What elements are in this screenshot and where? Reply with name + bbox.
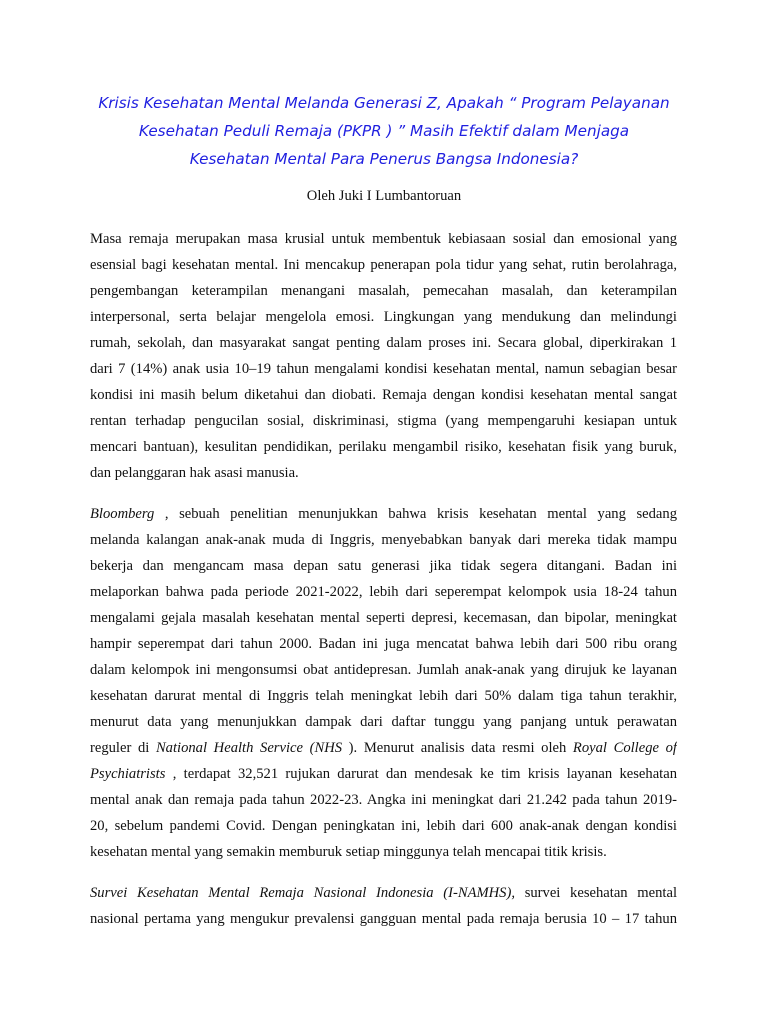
paragraph-line: kesehatan darurat mental di Inggris telah meningkat lebih dari 50% dalam tiga tahun terakhir, [90, 688, 677, 704]
paragraph-2 [90, 501, 677, 865]
paragraph-text: reguler di [90, 740, 156, 756]
paragraph-line: dan pelanggaran hak asasi manusia. [90, 465, 299, 481]
paragraph-line: interpersonal, serta belajar mengelola emosi. Lingkungan yang mendukung dan melindungi [90, 309, 677, 325]
paragraph-text: survei kesehatan mental [515, 885, 677, 901]
title-line: Krisis Kesehatan Mental Melanda Generasi Z, Apakah “ Program Pelayanan [98, 94, 670, 112]
paragraph-line: kondisi ini masih belum diketahui dan diobati. Remaja dengan kondisi kesehatan mental sangat [90, 387, 677, 403]
survey-name: Survei Kesehatan Mental Remaja Nasional Indonesia (I-NAMHS), [90, 885, 515, 901]
paragraph-line [90, 761, 677, 787]
paragraph-1 [90, 226, 677, 486]
paragraph-text: , sebuah penelitian menunjukkan bahwa krisis kesehatan mental yang sedang [154, 506, 677, 522]
paragraph-line: mengalami gejala masalah kesehatan mental seperti depresi, kecemasan, dan bipolar, meningkat [90, 610, 677, 626]
title-line: Kesehatan Mental Para Penerus Bangsa Indonesia? [189, 150, 579, 168]
title-line: Kesehatan Peduli Remaja (PKPR ) ” Masih Efektif dalam Menjaga [138, 122, 630, 140]
paragraph-line: nasional pertama yang mengukur prevalensi gangguan mental pada remaja berusia 10 – 17 tahun [90, 911, 677, 927]
paragraph-line: rentan terhadap pengucilan sosial, diskriminasi, stigma (yang mempengaruhi kesiapan untuk [90, 413, 677, 429]
paragraph-line: hampir seperempat dari tahun 2000. Badan ini juga mencatat bahwa lebih dari 500 ribu orang [90, 636, 677, 652]
paragraph-line: mencari bantuan), kesulitan pendidikan, perilaku mengambil risiko, kesehatan fisik yang buruk, [90, 439, 677, 455]
source-name-rcpsych: Royal College of [572, 740, 677, 756]
paragraph-text: , terdapat 32,521 rujukan darurat dan mendesak ke tim krisis layanan kesehatan [165, 766, 677, 782]
source-name-rcpsych-cont: Psychiatrists [90, 766, 166, 782]
paragraph-line: pengembangan keterampilan menangani masalah, pemecahan masalah, dan keterampilan [90, 283, 677, 299]
paragraph-line: dari 7 (14%) anak usia 10–19 tahun mengalami kondisi kesehatan mental, namun sebagian besar [90, 361, 677, 377]
author-byline: Oleh Juki I Lumbantoruan [306, 188, 462, 204]
paragraph-line: esensial bagi kesehatan mental. Ini mencakup penerapan pola tidur yang sehat, rutin berolahraga, [90, 257, 677, 273]
paragraph-line: menurut data yang menunjukkan dampak dari daftar tunggu yang panjang untuk perawatan [90, 714, 677, 730]
paragraph-line: Masa remaja merupakan masa krusial untuk membentuk kebiasaan sosial dan emosional yang [90, 231, 677, 247]
source-name-bloomberg: Bloomberg [90, 506, 155, 522]
paragraph-line [90, 501, 677, 527]
paragraph-line: dalam kelompok ini mengonsumsi obat antidepresan. Jumlah anak-anak yang dirujuk ke layanan [90, 662, 677, 678]
paragraph-3 [90, 880, 677, 932]
paragraph-line [90, 880, 677, 906]
paragraph-text: ). Menurut analisis data resmi oleh [342, 740, 573, 756]
paragraph-line: kesehatan mental yang semakin memburuk setiap minggunya telah mencapai titik krisis. [90, 844, 607, 860]
document-title [84, 89, 684, 173]
paragraph-line: 20, sebelum pandemi Covid. Dengan peningkatan ini, lebih dari 600 anak-anak dengan kondisi [90, 818, 677, 834]
paragraph-line [90, 735, 677, 761]
paragraph-line: melanda kalangan anak-anak muda di Inggris, menyebabkan banyak dari mereka tidak mampu [90, 532, 677, 548]
paragraph-line: bekerja dan mengancam masa depan satu generasi jika tidak segera ditangani. Badan ini [90, 558, 677, 574]
paragraph-line: melaporkan bahwa pada periode 2021-2022, lebih dari seperempat kelompok usia 18-24 tahun [90, 584, 677, 600]
paragraph-line: mental anak dan remaja pada tahun 2022-23. Angka ini meningkat dari 21.242 pada tahun 2019- [90, 792, 677, 808]
paragraph-line: rumah, sekolah, dan masyarakat sangat penting dalam proses ini. Secara global, diperkirakan 1 [90, 335, 677, 351]
source-name-nhs: National Health Service (NHS [155, 740, 343, 756]
